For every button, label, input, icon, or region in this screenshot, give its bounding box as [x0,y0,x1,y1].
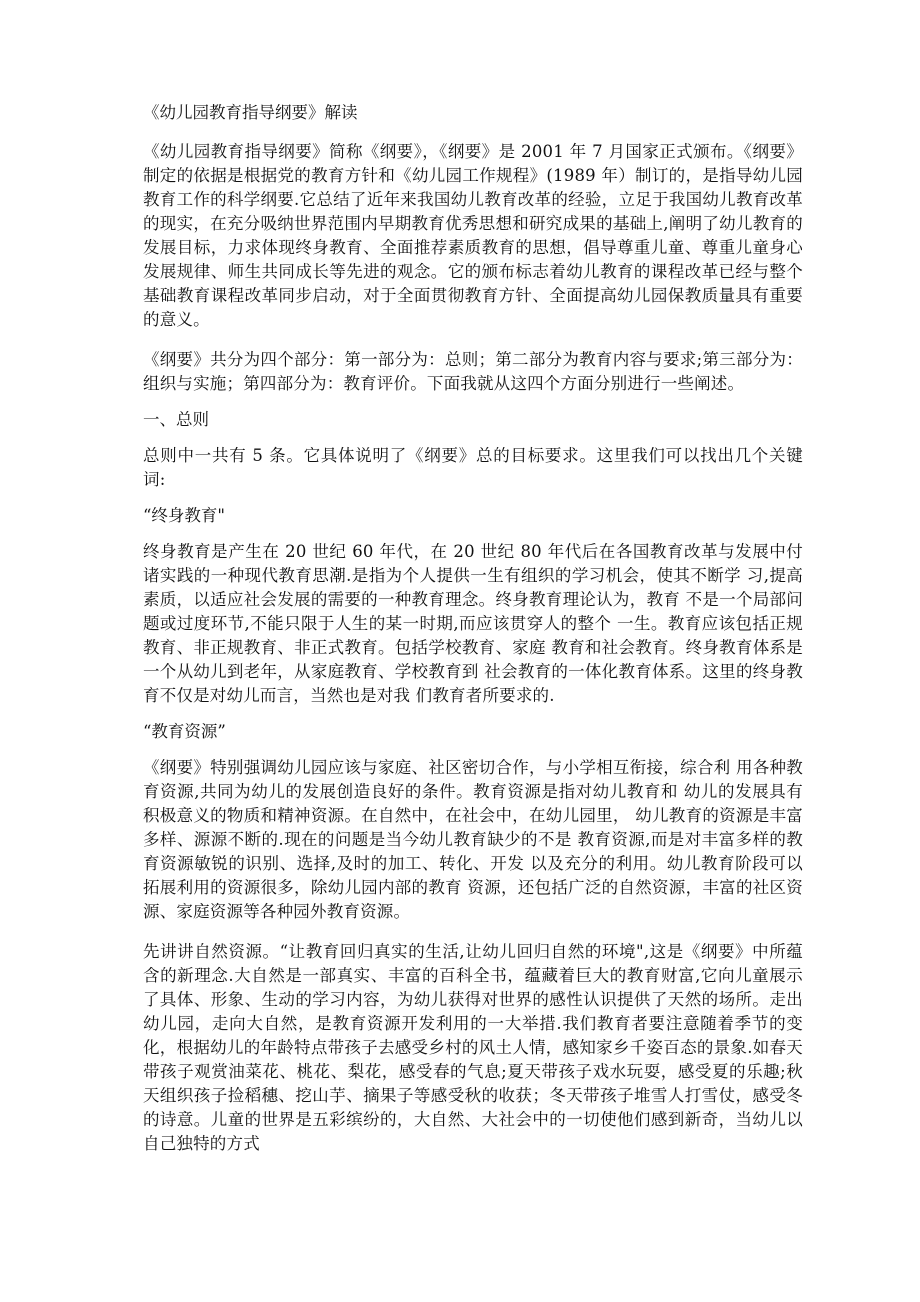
education-resources-paragraph: 《纲要》特别强调幼儿园应该与家庭、社区密切合作，与小学相互衔接，综合利 用各种教育资源,共同为幼儿的发展创造良好的条件。教育资源是指对幼儿教育和 幼儿的发展具有积极意义的物质和精神资源。在自然中，在社会中，在幼儿园里， 幼儿教育的资源是丰富多样、源源不断的.现在的问题是当今幼儿教育缺少的不是 教育资源,而是对丰富多样的教育资源敏锐的识别、选择,及时的加工、转化、开发 以及充分的利用。幼儿教育阶段可以拓展利用的资源很多，除幼儿园内部的教育 资源，还包括广泛的自然资源，丰富的社区资源、家庭资源等各种园外教育资源。 [143,758,803,921]
section-heading-general: 一、总则 [143,410,209,429]
natural-resources-paragraph: 先讲讲自然资源。“让教育回归真实的生活,让幼儿回归自然的环境",这是《纲要》中所蕴含的新理念.大自然是一部真实、丰富的百科全书，蕴藏着巨大的教育财富,它向儿童展示了具体、形象、生动的学习内容，为幼儿获得对世界的感性认识提供了天然的场所。走出幼儿园，走向大自然，是教育资源开发利用的一大举措.我们教育者要注意随着季节的变化，根据幼儿的年龄特点带孩子去感受乡村的风土人情，感知家乡千姿百态的景象.如春天带孩子观赏油菜花、桃花、梨花，感受春的气息;夏天带孩子戏水玩耍，感受夏的乐趣;秋天组织孩子捡稻穗、挖山芋、摘果子等感受秋的收获；冬天带孩子堆雪人打雪仗，感受冬的诗意。儿童的世界是五彩缤纷的，大自然、大社会中的一切使他们感到新奇，当幼儿以自己独特的方式 [143,942,803,1153]
keyword-education-resources: “教育资源” [143,722,226,741]
document-title: 《幼儿园教育指导纲要》解读 [143,103,358,122]
keyword-lifelong-education: “终身教育" [143,506,226,525]
structure-paragraph: 《纲要》共分为四个部分：第一部分为：总则；第二部分为教育内容与要求;第三部分为：组织与实施；第四部分为：教育评价。下面我就从这四个方面分别进行一些阐述。 [143,350,803,393]
general-intro-paragraph: 总则中一共有 5 条。它具体说明了《纲要》总的目标要求。这里我们可以找出几个关键词: [143,446,803,489]
lifelong-education-paragraph: 终身教育是产生在 20 世纪 60 年代，在 20 世纪 80 年代后在各国教育改革与发展中付 诸实践的一种现代教育思潮.是指为个人提供一生有组织的学习机会，使其不断学 习,提高素质，以适应社会发展的需要的一种教育理念。终身教育理论认为，教育 不是一个局部问题或过度环节,不能只限于人生的某一时期,而应该贯穿人的整个 一生。教育应该包括正规教育、非正规教育、非正式教育。包括学校教育、家庭 教育和社会教育。终身教育体系是一个从幼儿到老年，从家庭教育、学校教育到 社会教育的一体化教育体系。这里的终身教育不仅是对幼儿而言，当然也是对我 们教育者所要求的. [143,542,803,705]
document-body [143,100,803,1168]
intro-paragraph: 《幼儿园教育指导纲要》简称《纲要》，《纲要》是 2001 年 7 月国家正式颁布。《纲要》制定的依据是根据党的教育方针和《幼儿园工作规程》(1989 年）制订的，是指导幼儿园教育工作的科学纲要.它总结了近年来我国幼儿教育改革的经验，立足于我国幼儿教育改革的现实，在充分吸纳世界范围内早期教育优秀思想和研究成果的基础上,阐明了幼儿教育的发展目标，力求体现终身教育、全面推荐素质教育的思想，倡导尊重儿童、尊重儿童身心发展规律、师生共同成长等先进的观念。它的颁布标志着幼儿教育的课程改革已经与整个基础教育课程改革同步启动，对于全面贯彻教育方针、全面提高幼儿园保教质量具有重要的意义。 [143,142,803,329]
